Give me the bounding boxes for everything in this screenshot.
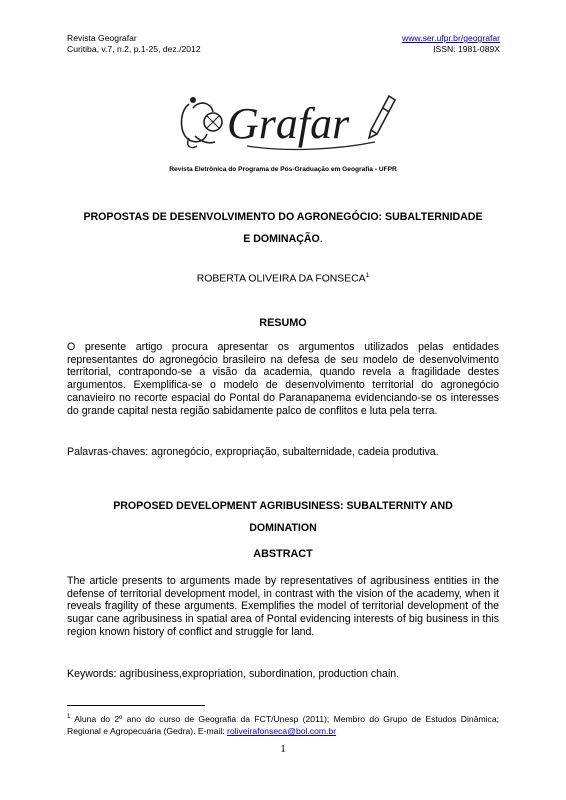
abstract-keywords: Keywords: agribusiness,expropriation, subordination, production chain. [67,668,400,680]
title-pt-line-2: E DOMINAÇÃO [243,233,320,245]
resumo-heading: RESUMO [259,317,307,329]
article-title-pt [67,206,499,250]
abstract-text: The article presents to arguments made by representatives of agribusiness entities in the defense of territorial development model, in contrast with the vision of the academy, when it reveals fragility of these arguments. Exemplifies the model of territorial development of the sugar cane agribusiness in spatial area of Pontal evidencing interests of big business in this region known history of conflict and struggle for land. [67,575,499,638]
article-title-en [67,495,499,539]
issue-info: Curitiba, v.7, n.2, p.1-25, dez./2012 [67,44,201,54]
footnote [67,711,499,737]
logo-subtitle: Revista Eletrônica do Programa de Pós-Graduação em Geografia - UFPR [169,166,397,173]
journal-url-link[interactable]: www.ser.ufpr.br/geografar [402,33,500,43]
abstract-heading: ABSTRACT [253,548,313,560]
resumo-keywords: Palavras-chaves: agronegócio, expropriação, subalternidade, cadeia produtiva. [67,446,439,458]
author-name: ROBERTA OLIVEIRA DA FONSECA [196,273,366,285]
logo-wordmark: Grafar [227,99,350,148]
footnote-text: Aluna do 2º ano do curso de Geografia da FCT/Unesp (2011); Membro do Grupo de Estudos Dinâmica; Regional e Agropecuária (Gedra). E-mail: [67,713,499,736]
issn: ISSN: 1981-089X [433,44,500,54]
author-line [67,272,499,284]
running-header-left [67,33,201,55]
geografar-logo [175,86,400,164]
page-number: 1 [280,743,286,755]
running-header-right [402,33,500,55]
footnote-email-link[interactable]: roliveirafonseca@bol.com.br [227,725,337,736]
author-footnote-mark: 1 [365,272,370,279]
title-en-line-2: DOMINATION [249,522,317,534]
title-en-line-1: PROPOSED DEVELOPMENT AGRIBUSINESS: SUBALTERNITY AND [113,500,453,512]
title-pt-line-1: PROPOSTAS DE DESENVOLVIMENTO DO AGRONEGÓCIO: SUBALTERNIDADE [83,211,483,223]
journal-name: Revista Geografar [67,33,137,43]
title-pt-period: . [319,233,323,245]
resumo-text: O presente artigo procura apresentar os argumentos utilizados pelas entidades representantes do agronegócio brasileiro na defesa de seu modelo de desenvolvimento territorial, contrapondo-se a visão da academia, quando revela a fragilidade destes argumentos. Exemplifica-se o modelo de desenvolvimento territorial do agronegócio canavieiro no recorte espacial do Pontal do Paranapanema evidenciando-se os interesses do grande capital nesta região sabidamente palco de conflitos e luta pela terra. [67,341,499,417]
footnote-mark: 1 [67,714,71,720]
footnote-divider [67,705,205,706]
